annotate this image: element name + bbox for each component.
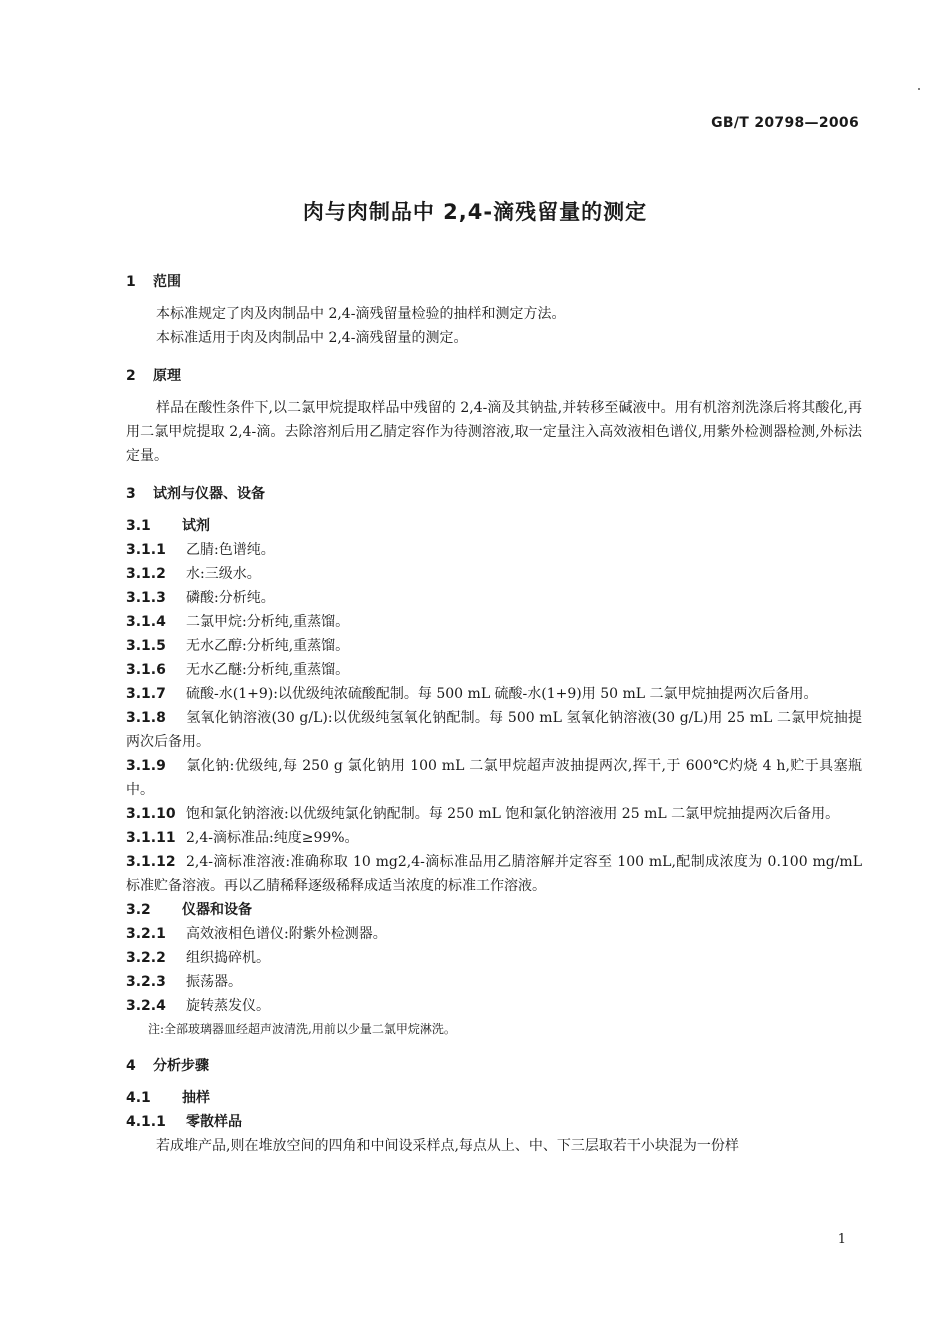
reagent-item: 3.1.4 二氯甲烷:分析纯,重蒸馏。 — [126, 614, 350, 630]
reagent-item: 3.1.5 无水乙醇:分析纯,重蒸馏。 — [126, 638, 350, 654]
reagent-item: 3.1.12 2,4-滴标准溶液:准确称取 10 mg2,4-滴标准品用乙腈溶解并定容至 100 mL,配制成浓度为 0.100 mg/mL 标准贮备溶液。再以乙腈稀释逐级稀释成适当浓度的标准工作溶液。 — [126, 854, 862, 894]
document-body — [126, 270, 862, 1158]
section-heading-principle: 2 原理 — [126, 368, 181, 384]
standard-code: GB/T 20798—2006 — [711, 115, 859, 131]
item-heading-bulk-samples: 4.1.1 零散样品 — [126, 1114, 242, 1130]
subsection-heading-reagents: 3.1 试剂 — [126, 518, 210, 534]
reagent-item: 3.1.9 氯化钠:优级纯,每 250 g 氯化钠用 100 mL 二氯甲烷超声波抽提两次,挥干,于 600℃灼烧 4 h,贮于具塞瓶中。 — [126, 758, 862, 798]
instrument-item: 3.2.3 振荡器。 — [126, 974, 242, 990]
instrument-item: 3.2.1 高效液相色谱仪:附紫外检测器。 — [126, 926, 387, 942]
scope-paragraph-1: 本标准规定了肉及肉制品中 2,4-滴残留量检验的抽样和测定方法。 — [156, 306, 566, 322]
subsection-heading-instruments: 3.2 仪器和设备 — [126, 902, 252, 918]
section-heading-analysis: 4 分析步骤 — [126, 1058, 209, 1074]
subsection-heading-sampling: 4.1 抽样 — [126, 1090, 210, 1106]
reagent-item: 3.1.3 磷酸:分析纯。 — [126, 590, 275, 606]
reagent-item: 3.1.6 无水乙醚:分析纯,重蒸馏。 — [126, 662, 350, 678]
document-title: 肉与肉制品中 2,4-滴残留量的测定 — [302, 200, 648, 224]
instruments-note: 注:全部玻璃器皿经超声波清洗,用前以少量二氯甲烷淋洗。 — [148, 1022, 456, 1036]
principle-paragraph: 样品在酸性条件下,以二氯甲烷提取样品中残留的 2,4-滴及其钠盐,并转移至碱液中。用有机溶剂洗涤后将其酸化,再用二氯甲烷提取 2,4-滴。去除溶剂后用乙腈定容作为待测溶液,取一定量注入高效液相色谱仪,用紫外检测器检测,外标法定量。 — [126, 400, 862, 464]
section-heading-scope: 1 范围 — [126, 274, 181, 290]
scan-speck — [918, 88, 920, 90]
instrument-item: 3.2.4 旋转蒸发仪。 — [126, 998, 270, 1014]
reagent-item: 3.1.10 饱和氯化钠溶液:以优级纯氯化钠配制。每 250 mL 饱和氯化钠溶液用 25 mL 二氯甲烷抽提两次后备用。 — [126, 806, 840, 822]
reagent-item: 3.1.2 水:三级水。 — [126, 566, 261, 582]
sampling-paragraph: 若成堆产品,则在堆放空间的四角和中间设采样点,每点从上、中、下三层取若干小块混为一份样 — [156, 1138, 739, 1154]
reagent-item: 3.1.11 2,4-滴标准品:纯度≥99%。 — [126, 830, 359, 846]
instrument-item: 3.2.2 组织捣碎机。 — [126, 950, 270, 966]
scope-paragraph-2: 本标准适用于肉及肉制品中 2,4-滴残留量的测定。 — [156, 330, 468, 346]
reagent-item: 3.1.7 硫酸-水(1+9):以优级纯浓硫酸配制。每 500 mL 硫酸-水(1+9)用 50 mL 二氯甲烷抽提两次后备用。 — [126, 686, 818, 702]
page-number: 1 — [837, 1232, 846, 1247]
reagent-item: 3.1.1 乙腈:色谱纯。 — [126, 542, 275, 558]
reagent-item: 3.1.8 氢氧化钠溶液(30 g/L):以优级纯氢氧化钠配制。每 500 mL 氢氧化钠溶液(30 g/L)用 25 mL 二氯甲烷抽提两次后备用。 — [126, 710, 862, 750]
section-heading-reagents: 3 试剂与仪器、设备 — [126, 486, 265, 502]
